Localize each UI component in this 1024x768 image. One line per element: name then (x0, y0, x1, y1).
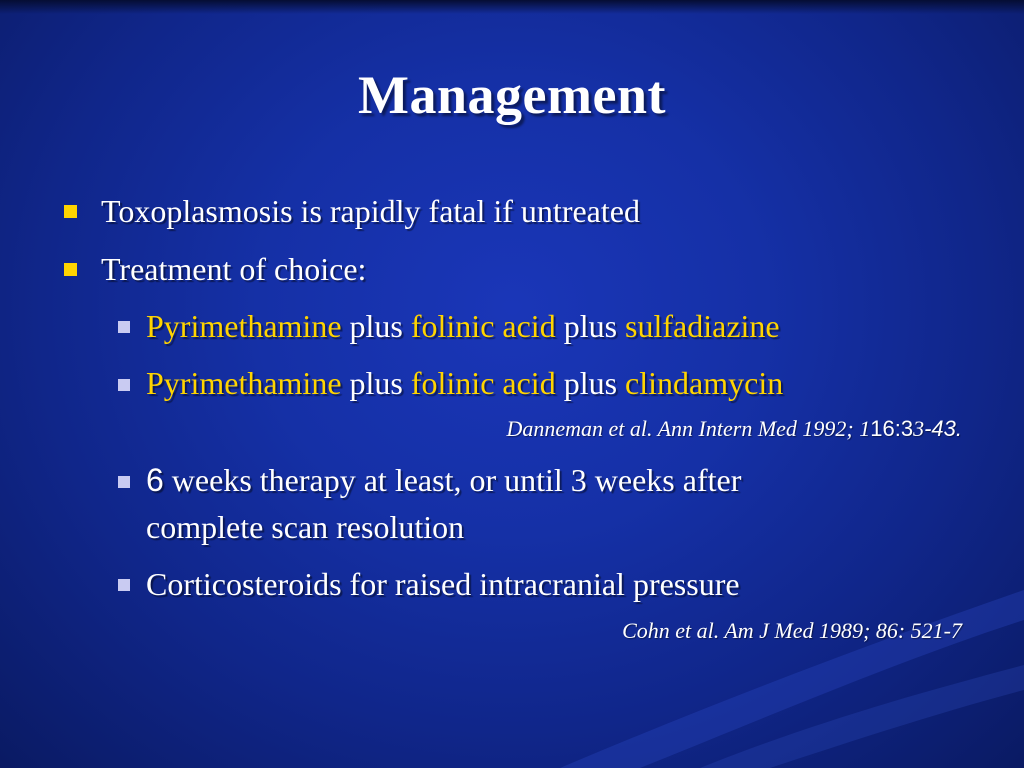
sub-bullet-square-icon (118, 476, 130, 488)
treatment-regimen-2 (146, 364, 783, 402)
sub-bullet-square-icon (118, 379, 130, 391)
bullet-treatment-of-choice: Treatment of choice: (101, 251, 367, 287)
sub-bullet-square-icon (118, 579, 130, 591)
reference-part: -43. (924, 416, 962, 441)
reference-cohn: Cohn et al. Am J Med 1989; 86: 521-7 (622, 618, 962, 643)
reference-part: 16:3 (870, 416, 914, 441)
drug-sulfadiazine: sulfadiazine (625, 308, 780, 344)
plus-word: plus (563, 365, 618, 401)
plus-word: plus (563, 308, 618, 344)
bullet-square-icon (64, 205, 77, 218)
therapy-weeks-number: 6 (146, 462, 164, 498)
bullet-toxoplasmosis: Toxoplasmosis is rapidly fatal if untreated (101, 193, 640, 229)
therapy-duration-line-1 (146, 461, 741, 499)
reference-danneman (506, 416, 962, 442)
reference-part: 3 (913, 416, 925, 441)
bullet-square-icon (64, 263, 77, 276)
corticosteroids-line: Corticosteroids for raised intracranial pressure (146, 566, 740, 602)
drug-pyrimethamine: Pyrimethamine (146, 365, 342, 401)
slide-title: Management (358, 65, 666, 125)
drug-folinic-acid: folinic acid (410, 308, 556, 344)
reference-part: Danneman et al. Ann Intern Med 1992; 1 (506, 416, 871, 441)
drug-folinic-acid: folinic acid (410, 365, 556, 401)
drug-clindamycin: clindamycin (625, 365, 784, 401)
drug-pyrimethamine: Pyrimethamine (146, 308, 342, 344)
plus-word: plus (349, 365, 403, 401)
therapy-text: weeks therapy at least, or until 3 weeks after (171, 462, 742, 498)
sub-bullet-square-icon (118, 321, 130, 333)
therapy-duration-line-2: complete scan resolution (146, 509, 465, 545)
treatment-regimen-1 (146, 307, 780, 345)
plus-word: plus (349, 308, 403, 344)
